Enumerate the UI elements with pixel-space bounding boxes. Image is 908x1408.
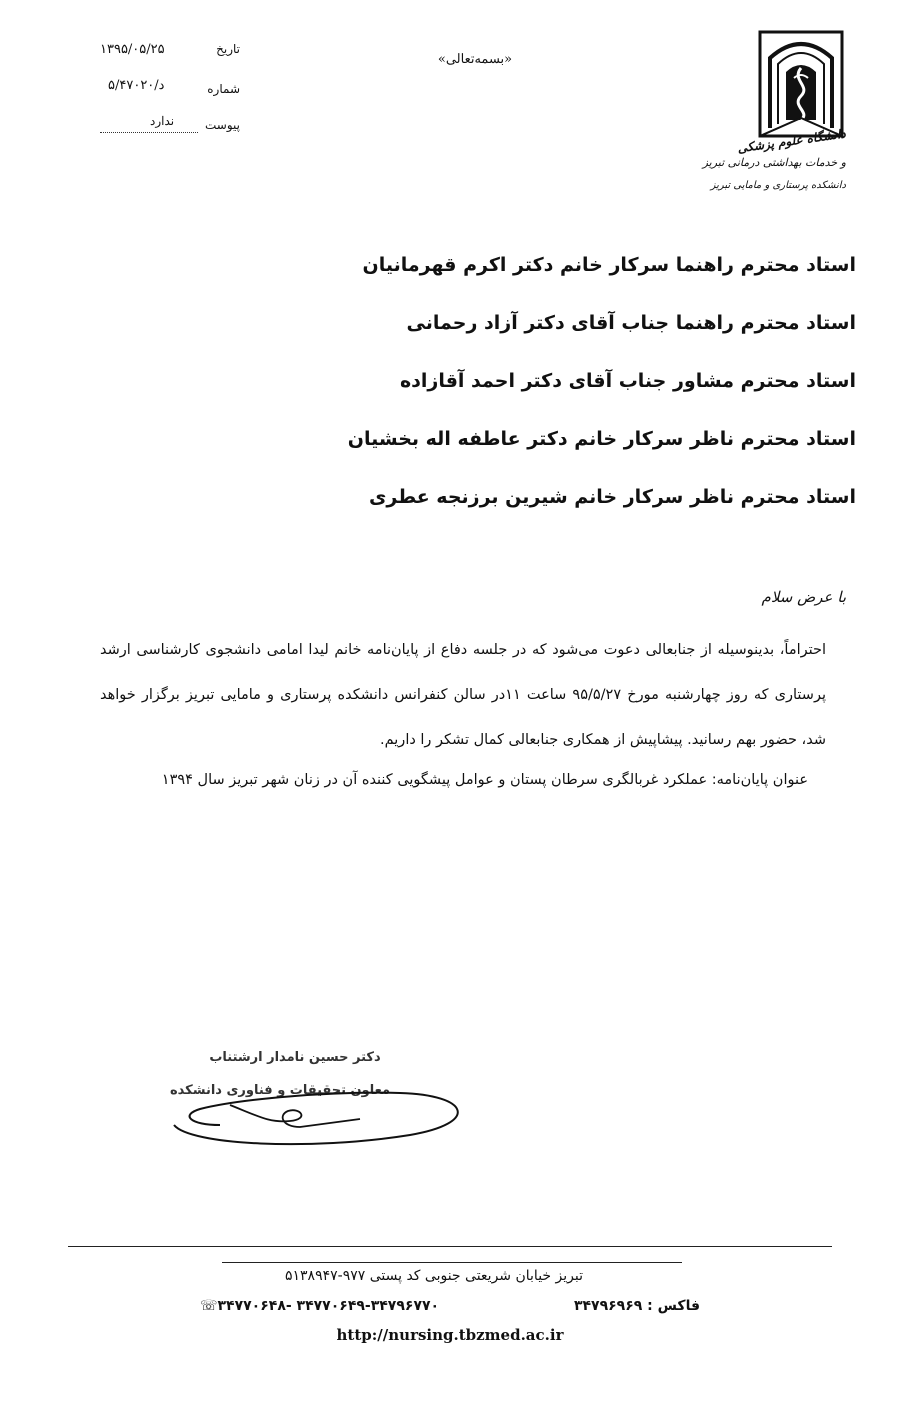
recipient-line: استاد محترم مشاور جناب آقای دکتر احمد آقازاده [399,370,856,392]
footer-address: تبریز خیابان شریعتی جنوبی کد پستی ۹۷۷-۵۱۳۸۹۴۷ [285,1268,583,1284]
university-emblem-icon [756,28,846,140]
attachment-row [100,114,240,136]
attachment-dots [100,132,198,133]
logo-caption-faculty: دانشکده پرستاری و مامایی تبریز [710,180,846,191]
date-value: ۱۳۹۵/۰۵/۲۵ [100,42,165,57]
attachment-value: ندارد [150,114,175,128]
logo-caption-university: دانشگاه علوم پزشکی [736,126,847,156]
handwritten-signature [160,1065,480,1155]
attachment-label: پیوست [205,118,240,132]
number-value: ۵/د/۴۷۰۲۰ [108,78,165,93]
recipient-line: استاد محترم ناظر سرکار خانم دکتر عاطفه اله بخشیان [347,428,856,450]
footer-phones: ☏۳۴۷۷۰۶۴۸- ۳۴۷۷۰۶۴۹-۳۴۷۹۶۷۷۰ [200,1298,440,1314]
date-row [100,42,240,64]
recipient-list [256,250,856,540]
recipient-line: استاد محترم راهنما جناب آقای دکتر آزاد رحمانی [406,312,856,334]
signatory-name: دکتر حسین نامدار ارشتناب [209,1050,381,1065]
thesis-title: عنوان پایان‌نامه: عملکرد غربالگری سرطان پستان و عوامل پیشگویی کننده آن در زنان شهر تبریز سال ۱۳۹۴ [161,772,808,788]
number-label: شماره [207,82,240,96]
footer-divider-short [222,1262,682,1263]
logo-caption-services: و خدمات بهداشتی درمانی تبریز [702,156,846,169]
footer-divider [68,1246,832,1247]
recipient-line: استاد محترم راهنما سرکار خانم دکتر اکرم قهرمانیان [362,254,856,276]
university-logo [702,28,847,208]
letter-body: احتراماً، بدینوسیله از جنابعالی دعوت می‌شود که در جلسه دفاع از پایان‌نامه خانم لیدا امامی دانشجوی کارشناسی ارشد پرستاری که روز چهارشنبه مورخ ۹۵/۵/۲۷ ساعت ۱۱در سالن کنفرانس دانشکده پرستاری و مامایی تبریز برگزار خواهد شد، حضور بهم رسانید. پیشاپیش از همکاری جنابعالی کمال تشکر را داریم. [100,642,826,748]
bismillah: «بسمه‌تعالی» [437,52,513,67]
recipient-line: استاد محترم ناظر سرکار خانم شیرین برزنجه عطری [368,486,856,508]
greeting: با عرض سلام [761,588,846,606]
signatory-title: معاون تحقیقات و فناوری دانشکده [169,1083,390,1098]
footer-website-link[interactable]: http://nursing.tbzmed.ac.ir [336,1326,564,1344]
footer-fax: فاکس : ۳۴۷۹۶۹۶۹ [573,1298,700,1314]
number-row [100,78,240,100]
date-label: تاریخ [216,42,240,56]
